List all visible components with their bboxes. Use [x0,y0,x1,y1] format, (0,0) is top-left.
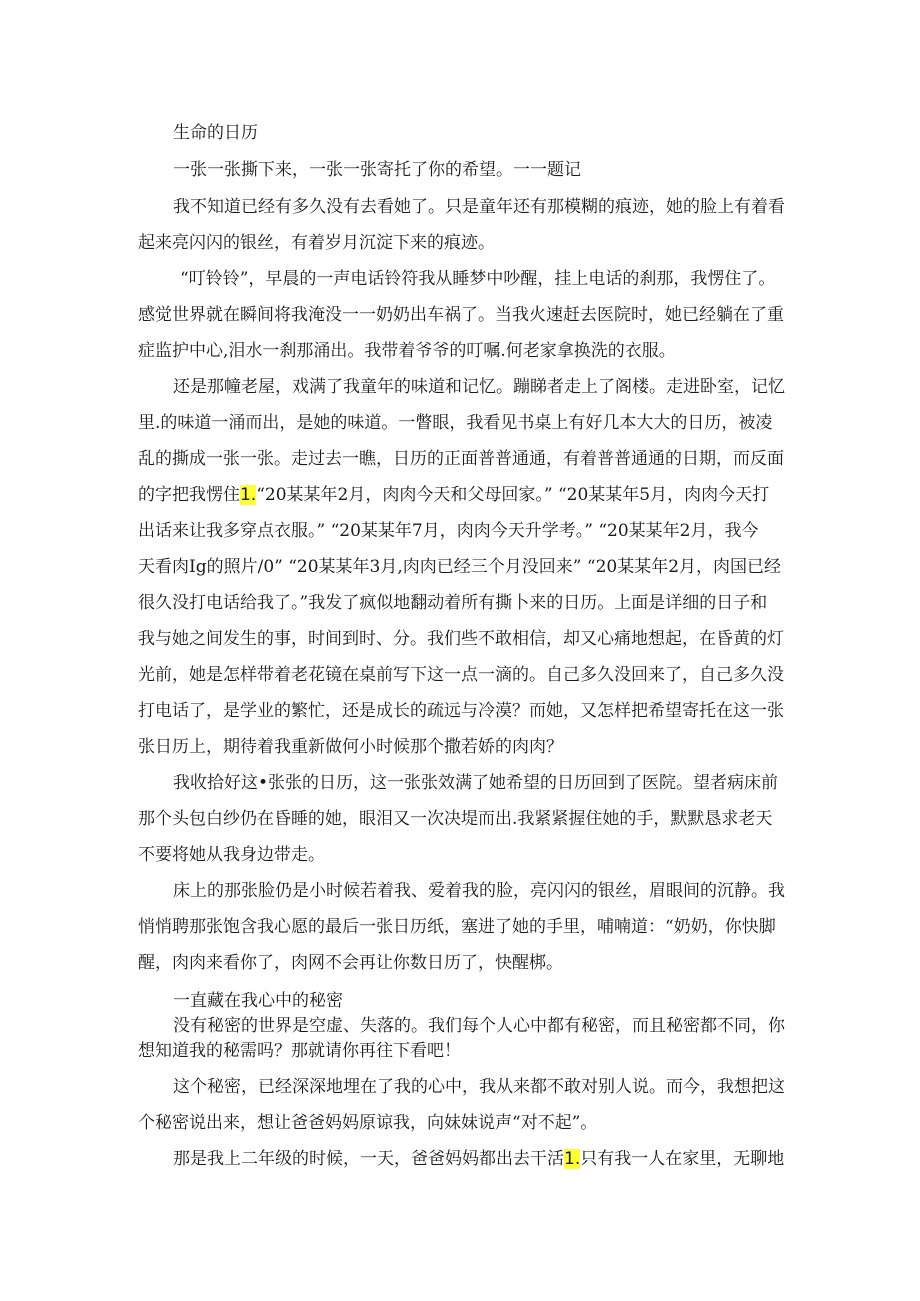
text-line: 症监护中心,泪水一刹那涌出。我带着爷爷的叮嘱.何老家拿换洗的衣服。 [138,341,676,361]
text-line: 没有秘密的世界是空虚、失落的。我们每个人心中都有秘密，而且秘密都不同，你 [173,1016,785,1036]
text-line: 醒，肉肉来看你了，肉网不会再让你数日历了，快醒梆。 [138,953,563,973]
text-line: 天看肉Ig的照片/0” “20某某年3月,肉肉已经三个月没回来” “20某某年2月，肉国已经 [138,557,782,577]
text-run: 的字把我愣住 [138,485,240,505]
text-line [138,483,769,507]
epigraph: 一张一张撕下来，一张一张寄托了你的希望。一一题记 [173,160,581,180]
text-line: 还是那幢老屋，戏满了我童年的味道和记忆。蹦睇者走上了阁楼。走进卧室，记忆 [173,377,785,397]
text-line: 出话来让我多穿点衣服。” “20某某年7月，肉肉今天升学考。” “20某某年2月，我今 [138,521,759,541]
text-line [173,1147,784,1171]
text-line: 打电话了，是学业的繁忙，还是成长的疏远与冷漠？而她，又怎样把希望寄托在这一张 [138,701,784,721]
text-run: 那是我上二年级的时候，一天，爸爸妈妈都出去干活 [173,1149,564,1169]
text-line: 乱的撕成一张一张。走过去一瞧，日历的正面普普通通，有着普普通通的日期，而反面 [138,449,784,469]
text-line: 个秘密说出来，想让爸爸妈妈原谅我，向妹妹说声“对不起”。 [138,1113,598,1133]
text-line: 很久没打电话给我了。”我发了疯似地翻动着所有撕卜来的日历。上面是详细的日子和 [138,593,768,613]
text-line: 悄悄聘那张饱含我心愿的最后一张日历纸，塞进了她的手里，哺喃道：“奶奶，你快脚 [138,917,776,937]
text-line: 那个头包白纱仍在昏睡的她，眼泪又一次决堤而出.我紧紧握住她的手，默默恳求老天 [138,809,773,829]
text-line: 想知道我的秘需吗？那就请你再往下看吧！ [138,1041,461,1061]
doc-title: 生命的日历 [173,123,258,143]
section-title: 一直藏在我心中的秘密 [173,991,343,1011]
text-line: 我与她之间发生的事，时间到时、分。我们些不敢相信，却又心痛地想起，在昏黄的灯 [138,629,784,649]
text-line: 起来亮闪闪的银丝，有着岁月沉淀下来的痕迹。 [138,233,495,253]
text-line: “叮铃铃”，早晨的一声电话铃符我从睡梦中吵醒，挂上电话的刹那，我愣住了。 [180,269,776,289]
text-line: 感觉世界就在瞬间将我淹没一一奶奶出车祸了。当我火速赶去医院时，她已经躺在了重 [138,305,784,325]
highlight-mark: 1. [240,485,257,505]
text-line: 不要将她从我身边带走。 [138,845,325,865]
text-line: 这个秘密，已经深深地埋在了我的心中，我从来都不敢对别人说。而今，我想把这 [173,1077,785,1097]
text-line: 里.的味道一涌而出，是她的味道。一瞥眼，我看见书桌上有好几本大大的日历，被凌 [138,413,773,433]
text-run: 只有我一人在家里，无聊地 [580,1149,785,1169]
text-line: 床上的那张脸仍是小时候若着我、爱着我的脸，亮闪闪的银丝，眉眼间的沉静。我 [173,881,785,901]
text-line: 我收拾好这•张张的日历，这一张张效满了她希望的日历回到了医院。望者病床前 [173,773,779,793]
text-line: 我不知道已经有多久没有去看她了。只是童年还有那模糊的痕迹，她的脸上有着看 [173,197,785,217]
text-line: 张日历上，期待着我重新做何小时候那个撒若娇的肉肉？ [138,737,563,757]
highlight-mark: 1. [564,1149,581,1169]
text-run: “20某某年2月，肉肉今天和父母回家。” “20某某年5月，肉肉今天打 [256,485,770,505]
text-line: 光前，她是怎样带着老花镜在桌前写下这一点一滴的。自己多久没回来了，自己多久没 [138,665,784,685]
